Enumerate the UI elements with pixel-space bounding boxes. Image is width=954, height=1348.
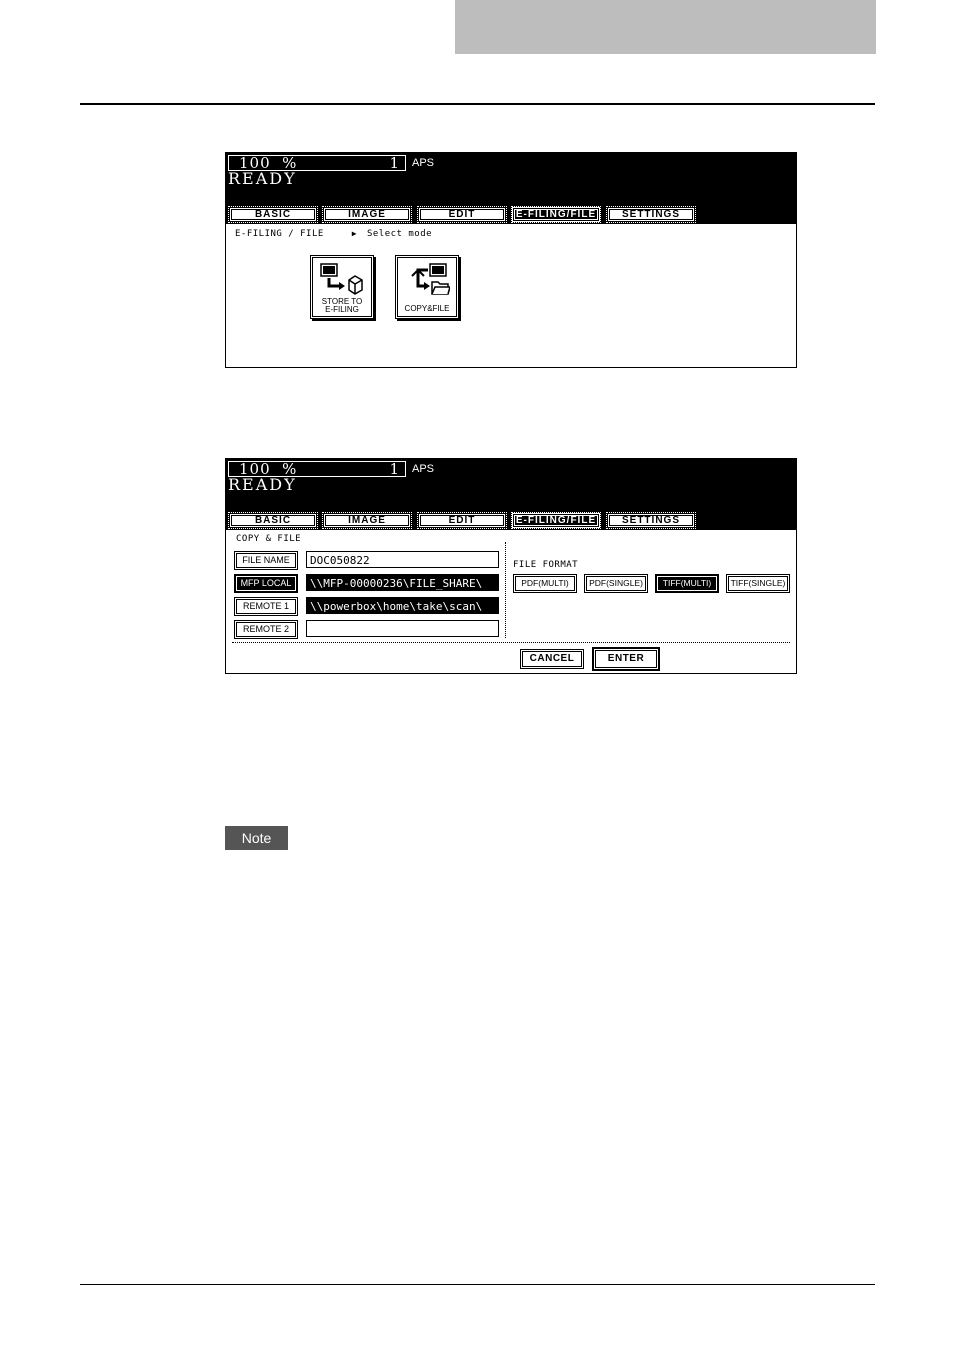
tab-efiling-file[interactable]: E-FILING/FILE [512, 207, 600, 222]
pdf-multi-button[interactable]: PDF(MULTI) [513, 574, 577, 593]
tab-settings[interactable]: SETTINGS [607, 513, 695, 528]
remote-2-path-field[interactable] [306, 620, 499, 637]
file-name-field[interactable]: DOC050822 [306, 551, 499, 568]
copy-and-file-button[interactable] [395, 255, 459, 319]
copy-count: 1 [389, 460, 399, 478]
paper-mode: APS [412, 463, 435, 475]
mfp-local-path-field[interactable]: \\MFP-00000236\FILE_SHARE\ [306, 574, 499, 591]
store-to-efiling-label-2: E-FILING [325, 305, 359, 314]
cancel-button[interactable]: CANCEL [520, 649, 584, 669]
status-area [226, 153, 796, 224]
tab-edit[interactable]: EDIT [418, 513, 506, 528]
store-to-efiling-icon [319, 262, 365, 296]
tab-edit[interactable]: EDIT [418, 207, 506, 222]
paper-mode: APS [412, 157, 435, 169]
zoom-value: 100 % [239, 154, 298, 172]
horizontal-divider [232, 642, 790, 643]
bottom-rule [80, 1284, 875, 1285]
section-title: COPY & FILE [236, 534, 302, 544]
tiff-single-button[interactable]: TIFF(SINGLE) [726, 574, 790, 593]
tab-image[interactable]: IMAGE [323, 513, 411, 528]
file-name-button[interactable]: FILE NAME [234, 551, 298, 570]
ready-status: READY [228, 475, 297, 494]
triangle-right-icon: ▶ [351, 229, 358, 238]
enter-button[interactable]: ENTER [592, 647, 660, 671]
top-rule [80, 103, 875, 105]
status-area [226, 459, 796, 530]
copy-and-file-icon [404, 262, 450, 296]
store-to-efiling-label-1: STORE TO [321, 297, 363, 306]
efiling-select-mode-screen [225, 152, 797, 368]
zoom-value: 100 % [239, 460, 298, 478]
tab-basic[interactable]: BASIC [229, 207, 317, 222]
tab-efiling-file[interactable]: E-FILING/FILE [512, 513, 600, 528]
breadcrumb [235, 229, 432, 239]
copy-and-file-label: COPY&FILE [404, 304, 450, 313]
tab-image[interactable]: IMAGE [323, 207, 411, 222]
remote-1-button[interactable]: REMOTE 1 [234, 597, 298, 616]
copy-count: 1 [389, 154, 399, 172]
ready-status: READY [228, 169, 297, 188]
breadcrumb-text: E-FILING / FILE [235, 229, 324, 239]
copy-and-file-screen [225, 458, 797, 674]
pdf-single-button[interactable]: PDF(SINGLE) [584, 574, 648, 593]
note-badge: Note [225, 826, 288, 850]
store-to-efiling-button[interactable] [310, 255, 374, 319]
tab-basic[interactable]: BASIC [229, 513, 317, 528]
prompt-text: Select mode [366, 229, 433, 239]
remote-1-path-field[interactable]: \\powerbox\home\take\scan\ [306, 597, 499, 614]
remote-2-button[interactable]: REMOTE 2 [234, 620, 298, 639]
tiff-multi-button[interactable]: TIFF(MULTI) [655, 574, 719, 593]
mfp-local-button[interactable]: MFP LOCAL [234, 574, 298, 593]
vertical-divider [505, 542, 506, 638]
header-band [455, 0, 876, 54]
file-format-label: FILE FORMAT [513, 560, 579, 570]
tab-settings[interactable]: SETTINGS [607, 207, 695, 222]
